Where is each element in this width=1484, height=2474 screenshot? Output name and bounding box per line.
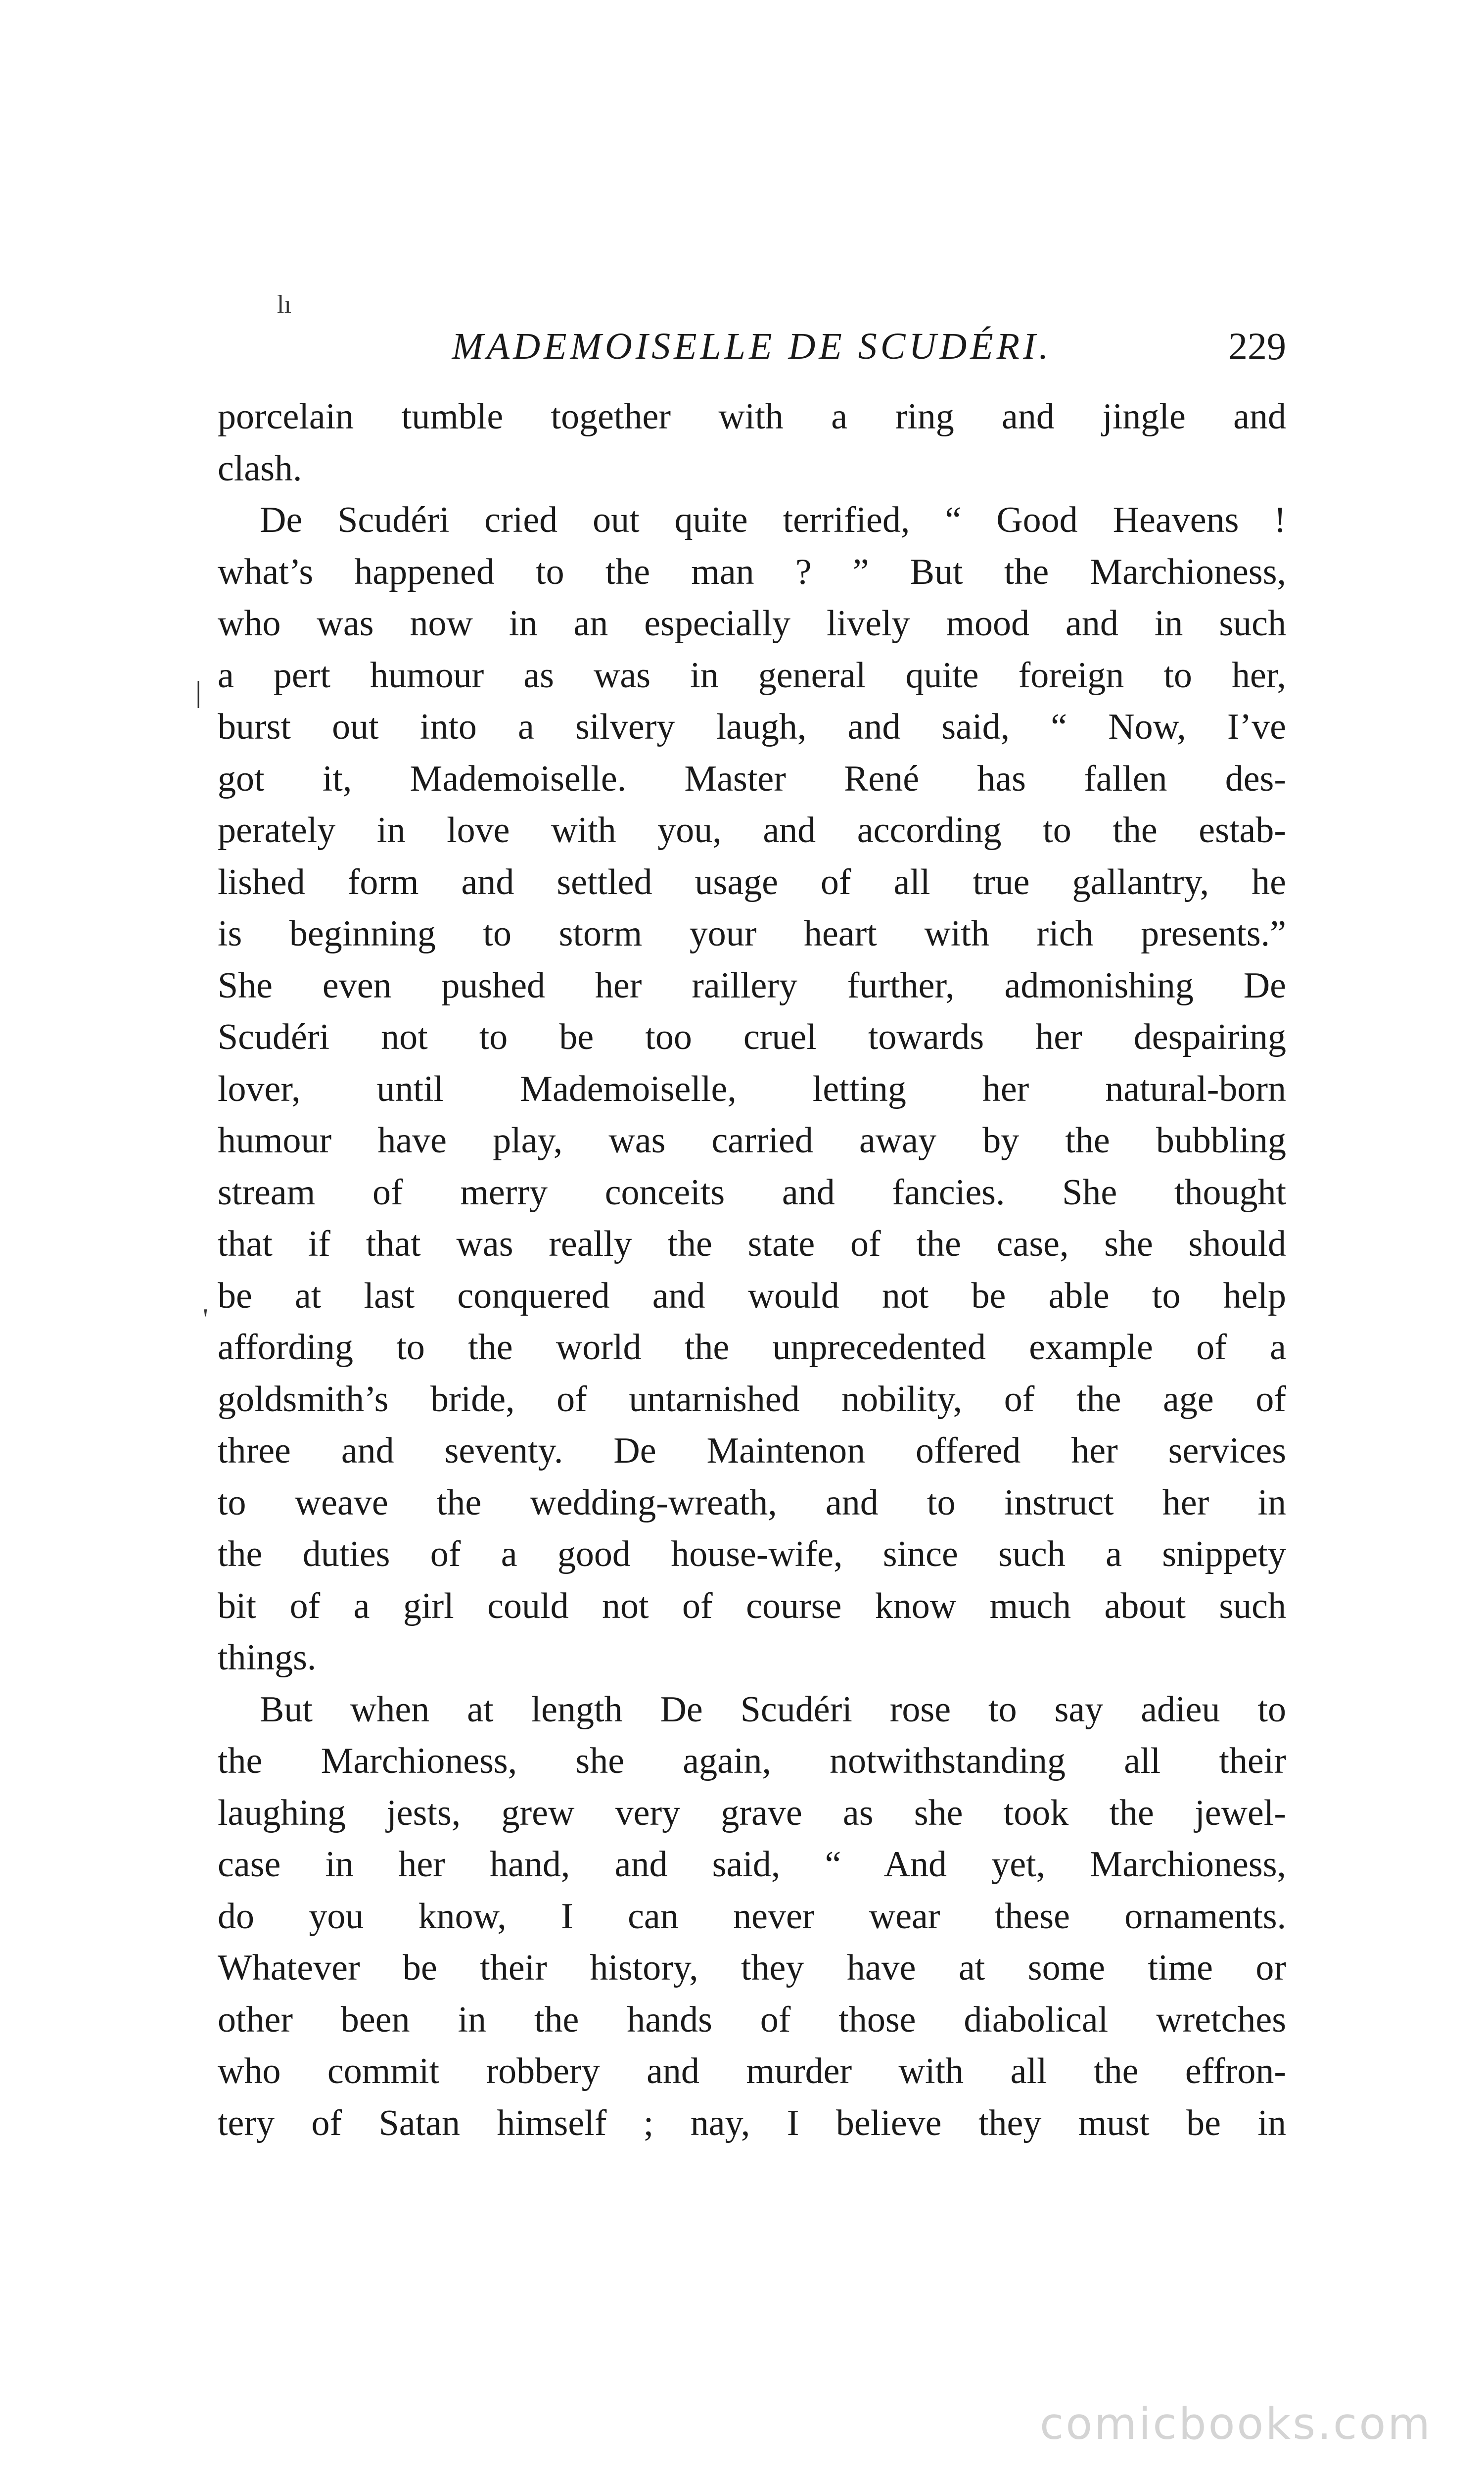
text-line: tery of Satan himself ; nay, I believe they must be in xyxy=(218,2102,1286,2143)
text-line: But when at length De Scudéri rose to say adieu to xyxy=(260,1689,1286,1730)
text-line: what’s happened to the man ? ” But the Marchioness, xyxy=(218,551,1286,592)
text-line: things. xyxy=(218,1637,317,1678)
stray-ink-mark: lı xyxy=(277,290,291,319)
text-line: humour have play, was carried away by the bubbling xyxy=(218,1120,1286,1161)
watermark: comicbooks.com xyxy=(1039,2398,1432,2449)
text-line: got it, Mademoiselle. Master René has fallen des- xyxy=(218,758,1286,799)
running-title: MADEMOISELLE DE SCUDÉRI. xyxy=(452,326,1052,367)
text-line: porcelain tumble together with a ring and jingle and xyxy=(218,396,1286,437)
running-header xyxy=(218,319,1286,374)
text-line: laughing jests, grew very grave as she took the jewel- xyxy=(218,1792,1286,1833)
text-line: who commit robbery and murder with all the effron- xyxy=(218,2051,1286,2092)
page-number: 229 xyxy=(1228,325,1286,368)
margin-mark: | xyxy=(195,675,202,708)
margin-mark: ' xyxy=(203,1303,208,1335)
text-line: clash. xyxy=(218,448,302,489)
text-line: De Scudéri cried out quite terrified, “ Good Heavens ! xyxy=(260,500,1286,540)
text-line: other been in the hands of those diabolical wretches xyxy=(218,1999,1286,2040)
text-line: Scudéri not to be too cruel towards her despairing xyxy=(218,1017,1286,1057)
text-line: She even pushed her raillery further, admonishing De xyxy=(218,965,1286,1006)
text-line: be at last conquered and would not be able to help xyxy=(218,1275,1286,1316)
text-line: three and seventy. De Maintenon offered her services xyxy=(218,1430,1286,1471)
text-line: who was now in an especially lively mood and in such xyxy=(218,603,1286,644)
text-line: a pert humour as was in general quite foreign to her, xyxy=(218,655,1286,696)
text-line: Whatever be their history, they have at some time or xyxy=(218,1948,1286,1988)
text-line: stream of merry conceits and fancies. She thought xyxy=(218,1172,1286,1213)
body-text xyxy=(218,391,1286,2149)
text-line: goldsmith’s bride, of untarnished nobility, of the age of xyxy=(218,1379,1286,1420)
text-line: affording to the world the unprecedented example of a xyxy=(218,1327,1286,1368)
text-line: to weave the wedding-wreath, and to instruct her in xyxy=(218,1482,1286,1523)
text-line: do you know, I can never wear these ornaments. xyxy=(218,1896,1286,1937)
text-line: is beginning to storm your heart with rich presents.” xyxy=(218,913,1286,954)
text-line: bit of a girl could not of course know much about such xyxy=(218,1585,1286,1626)
text-line: the Marchioness, she again, notwithstanding all their xyxy=(218,1741,1286,1781)
text-line: perately in love with you, and according to the estab- xyxy=(218,810,1286,851)
text-line: case in her hand, and said, “ And yet, Marchioness, xyxy=(218,1844,1286,1885)
text-line: lover, until Mademoiselle, letting her natural-born xyxy=(218,1068,1286,1109)
text-line: the duties of a good house-wife, since such a snippety xyxy=(218,1534,1286,1574)
text-line: that if that was really the state of the case, she should xyxy=(218,1224,1286,1264)
text-line: lished form and settled usage of all true gallantry, he xyxy=(218,861,1286,903)
text-line: burst out into a silvery laugh, and said, “ Now, I’ve xyxy=(218,707,1286,747)
